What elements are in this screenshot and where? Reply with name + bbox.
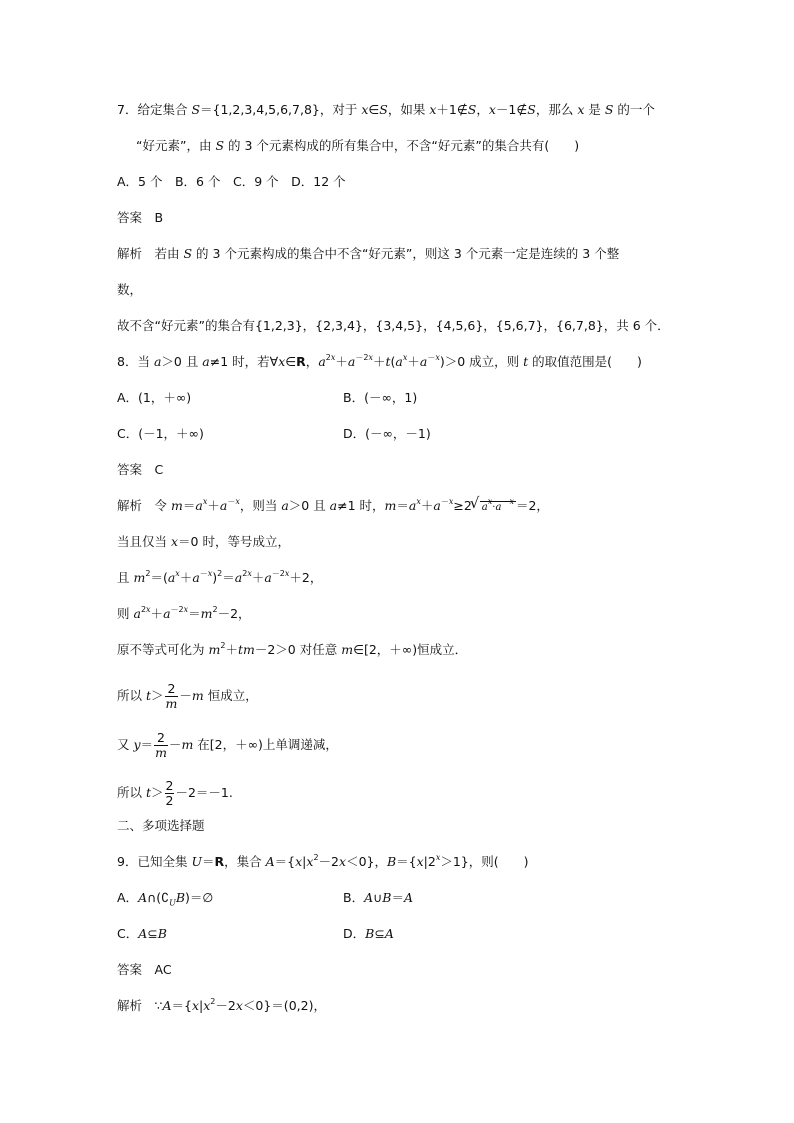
q8-analysis-s1: 解析 令 $m=a^x+a^{-x}$，则当 a＞0 且 a≠1 时，$m=a^x+a^{-x}\ge 2√$ $a^x\cdot a^{-x} =2$， [117, 497, 549, 517]
q8-analysis-s2: 当且仅当 x＝0 时，等号成立， [117, 534, 290, 549]
fraction-2-over-2: $\frac{2}{2}$ [165, 778, 174, 808]
answer-label: 答案 [117, 962, 143, 977]
q7-options: A．5 个 B．6 个 C．9 个 D．12 个 [117, 174, 346, 189]
analysis-label: 解析 [117, 246, 143, 261]
q8-options-row1 [117, 389, 191, 407]
fraction-2-over-m: $\frac{2}{m}$ [165, 681, 178, 711]
q7-analysis-line1: 解析 若由 S 的 3 个元素构成的集合中不含“好元素”，则这 3 个元素一定是连续的 3 个整 [117, 246, 620, 261]
q9-stem: 9．已知全集 U＝R，集合 $A=\{x|x^2-2x<0\}$，$B=\{x|2^x>1\}$，则( ) [117, 853, 529, 869]
q8-analysis-s5: 原不等式可化为 $m^2+tm-2>0$ 对任意 m∈[2，＋∞)恒成立． [117, 641, 468, 657]
q9-answer [117, 961, 172, 979]
q8-option-a: A．(1，＋∞) [117, 390, 192, 405]
q8-option-c: C．(－1，＋∞) [117, 426, 204, 441]
q9-option-b: B．A∪B＝A [343, 890, 413, 905]
q8-option-d: D．(－∞，－1) [343, 426, 431, 441]
fraction-2-over-m: $\frac{2}{m}$ [155, 730, 167, 760]
answer-value: B [154, 210, 164, 225]
answer-label: 答案 [117, 210, 143, 225]
q9-option-c: C．A⊆B [117, 926, 167, 941]
q8-analysis-s8: 所以 t＞ $\frac{2}{2}$ －2＝－1. [117, 778, 233, 808]
q8-stem: 8．当 a＞0 且 a≠1 时，若∀x∈R，$a^{2x}+a^{-2x}+t(a^x+a^{-x})>0$ 成立，则 t 的取值范围是( ) [117, 353, 642, 369]
q8-analysis-s6: 所以 t＞ $\frac{2}{m}$ －m 恒成立， [117, 681, 258, 711]
q8-analysis-s7: 又 y＝ $\frac{2}{m}$ －m 在[2，＋∞)上单调递减， [117, 730, 338, 760]
answer-value: AC [154, 962, 172, 977]
q7-answer [117, 209, 163, 227]
q9-option-a: A．$A\cap(∁_UB)=\emptyset$ [117, 890, 214, 908]
q8-analysis-s4: 则 $a^{2x}+a^{-2x}=m^2-2$， [117, 605, 251, 621]
section-title: 二、多项选择题 [117, 818, 205, 833]
q7-analysis-line3: 故不含“好元素”的集合有{1,2,3}，{2,3,4}，{3,4,5}，{4,5,6}，{5,6,7}，{6,7,8}，共 6 个． [117, 318, 670, 333]
q7-stem-line2: “好元素”，由 S 的 3 个元素构成的所有集合中，不含“好元素”的集合共有( ) [136, 138, 580, 153]
answer-value: C [154, 462, 164, 477]
q8-answer [117, 461, 163, 479]
answer-label: 答案 [117, 462, 143, 477]
q8-analysis-s3: 且 $m^2=(a^x+a^{-x})^2=a^{2x}+a^{-2x}+2$， [117, 569, 323, 585]
sqrt-expression: √ $a^x\cdot a^{-x}$ [472, 497, 516, 517]
analysis-label: 解析 [117, 998, 143, 1013]
q7-analysis-line2: 数， [117, 282, 143, 297]
q8-option-b: B．(－∞，1) [343, 390, 418, 405]
q7-stem-line1: 7．给定集合 S＝{1,2,3,4,5,6,7,8}，对于 x∈S，如果 x＋1∉S，x－1∉S，那么 x 是 S 的一个 [117, 102, 655, 117]
analysis-label: 解析 [117, 498, 143, 513]
q9-option-d: D．B⊆A [343, 926, 394, 941]
q9-analysis-s1: 解析 $\because A=\{x|x^2-2x<0\}=(0,2)$， [117, 997, 326, 1013]
